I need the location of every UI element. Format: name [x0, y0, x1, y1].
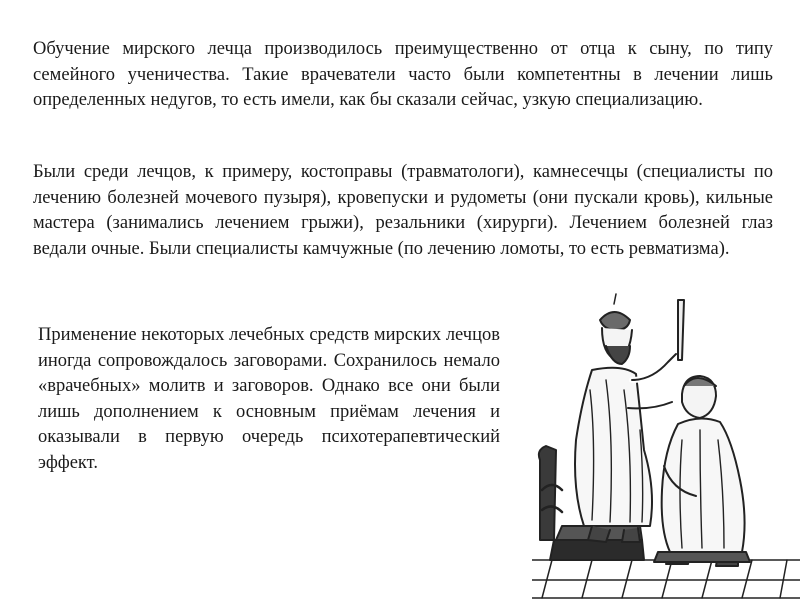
floor-tiles [532, 560, 800, 598]
paragraph-training: Обучение мирского лечца производилось преимущественно от отца к сыну, по типу семейного ученичества. Такие врачеватели часто были компетентны в лечении лишь определенных недугов, то есть имели, как бы сказали сейчас, узкую специализацию. [33, 39, 773, 110]
patient-figure [654, 376, 750, 566]
paragraph-specialists: Были среди лечцов, к примеру, костоправы (травматологи), камнесечцы (специалисты по лечению болезней мочевого пузыря), кровепуски и рудометы (они пускали кровь), кильные мастера (занимались лечением грыжи), резальники (хирурги). Лечением болезней глаз ведали очные. Были специалисты камчужные (по лечению ломоты, то есть ревматизма). [33, 162, 773, 259]
medieval-eye-surgery-illustration [532, 290, 800, 600]
paragraph-incantations: Применение некоторых лечебных средств мирских лечцов иногда сопровождалось заговорами. Сохранилось немало «врачебных» молитв и заговоров. Однако все они были лишь дополнением к основным приёмам лечения и оказывали в первую очередь психотерапевтический эффект. [38, 325, 500, 473]
